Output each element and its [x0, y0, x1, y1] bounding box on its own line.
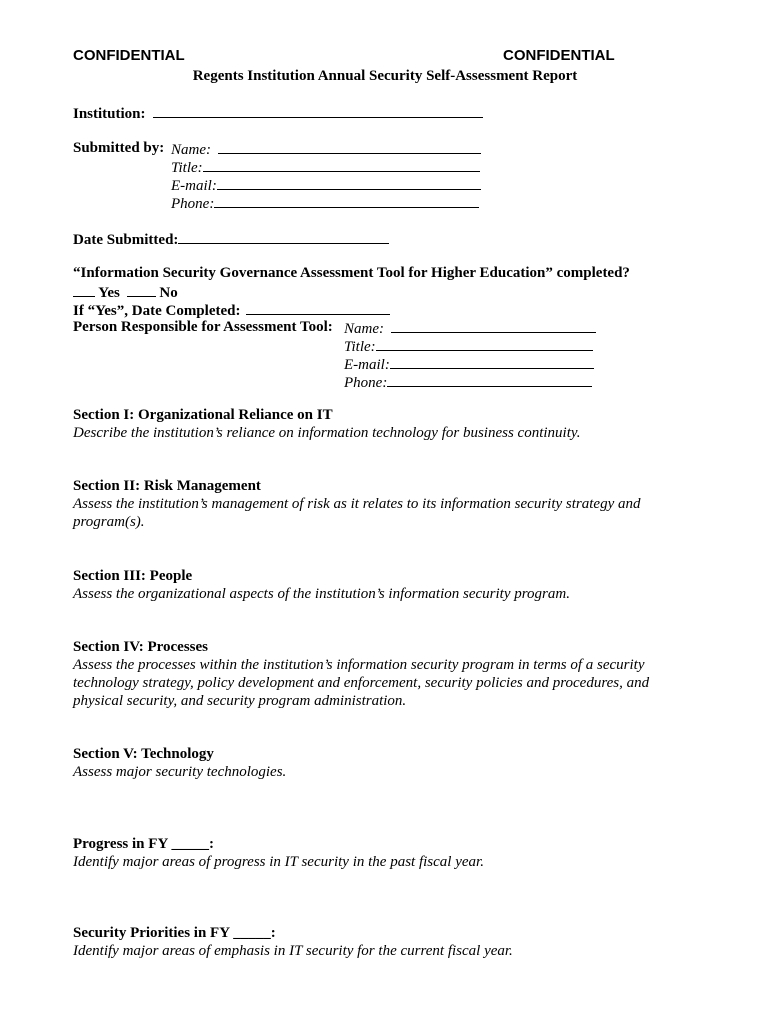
person-title-row [344, 336, 593, 356]
confidential-right: CONFIDENTIAL [503, 47, 615, 64]
yes-no-row [73, 282, 178, 302]
person-name-row [344, 318, 596, 338]
person-name-label: Name: [344, 321, 384, 337]
submitted-phone-field[interactable] [214, 193, 479, 208]
person-responsible-label: Person Responsible for Assessment Tool: [73, 319, 333, 335]
no-label: No [159, 285, 178, 301]
person-email-field[interactable] [390, 354, 594, 369]
institution-field[interactable] [153, 103, 483, 118]
progress-title: Progress in FY _____: [73, 836, 214, 852]
date-completed-label: If “Yes”, Date Completed: [73, 303, 241, 319]
confidential-left: CONFIDENTIAL [73, 47, 185, 64]
section-4-title: Section IV: Processes [73, 639, 208, 655]
person-title-label: Title: [344, 339, 376, 355]
section-3-title: Section III: People [73, 568, 193, 584]
section-1-description: Describe the institution’s reliance on information technology for business continuity. [73, 425, 581, 441]
submitted-phone-label: Phone: [171, 196, 215, 212]
no-field[interactable] [127, 282, 156, 297]
section-5-description: Assess major security technologies. [73, 764, 287, 780]
yes-label: Yes [98, 285, 120, 301]
progress-description: Identify major areas of progress in IT security in the past fiscal year. [73, 854, 484, 870]
person-email-label: E-mail: [344, 357, 390, 373]
person-phone-field[interactable] [387, 372, 592, 387]
section-4-description: Assess the processes within the institution’s information security program in terms of a security technology strategy, policy development and enforcement, security policies and procedures, and physical security, and security program administration. [73, 657, 650, 709]
report-title: Regents Institution Annual Security Self-Assessment Report [192, 68, 578, 84]
date-submitted-label: Date Submitted: [73, 232, 179, 248]
section-2-description: Assess the institution’s management of risk as it relates to its information security strategy and program(s). [73, 496, 641, 530]
submitted-name-field[interactable] [218, 139, 481, 154]
institution-label: Institution: [73, 106, 146, 122]
date-submitted-row [73, 229, 389, 249]
person-phone-label: Phone: [344, 375, 388, 391]
person-title-field[interactable] [376, 336, 593, 351]
section-5-title: Section V: Technology [73, 746, 214, 762]
submitted-by-label: Submitted by: [73, 140, 165, 156]
submitted-title-field[interactable] [203, 157, 480, 172]
submitted-email-label: E-mail: [171, 178, 217, 194]
institution-row [73, 103, 483, 123]
person-name-field[interactable] [391, 318, 596, 333]
date-submitted-field[interactable] [178, 229, 389, 244]
section-2-title: Section II: Risk Management [73, 478, 261, 494]
section-1-title: Section I: Organizational Reliance on IT [73, 407, 333, 423]
priorities-title: Security Priorities in FY _____: [73, 925, 276, 941]
section-3-description: Assess the organizational aspects of the institution’s information security program. [73, 586, 570, 602]
date-completed-row [73, 300, 390, 320]
submitted-name-row [171, 139, 481, 159]
submitted-title-label: Title: [171, 160, 203, 176]
yes-field[interactable] [73, 282, 95, 297]
submitted-title-row [171, 157, 480, 177]
person-phone-row [344, 372, 592, 392]
submitted-name-label: Name: [171, 142, 211, 158]
submitted-email-row [171, 175, 481, 195]
governance-question: “Information Security Governance Assessment Tool for Higher Education” completed? [73, 265, 630, 281]
submitted-email-field[interactable] [217, 175, 481, 190]
date-completed-field[interactable] [246, 300, 390, 315]
priorities-description: Identify major areas of emphasis in IT security for the current fiscal year. [73, 943, 513, 959]
submitted-phone-row [171, 193, 479, 213]
person-email-row [344, 354, 594, 374]
